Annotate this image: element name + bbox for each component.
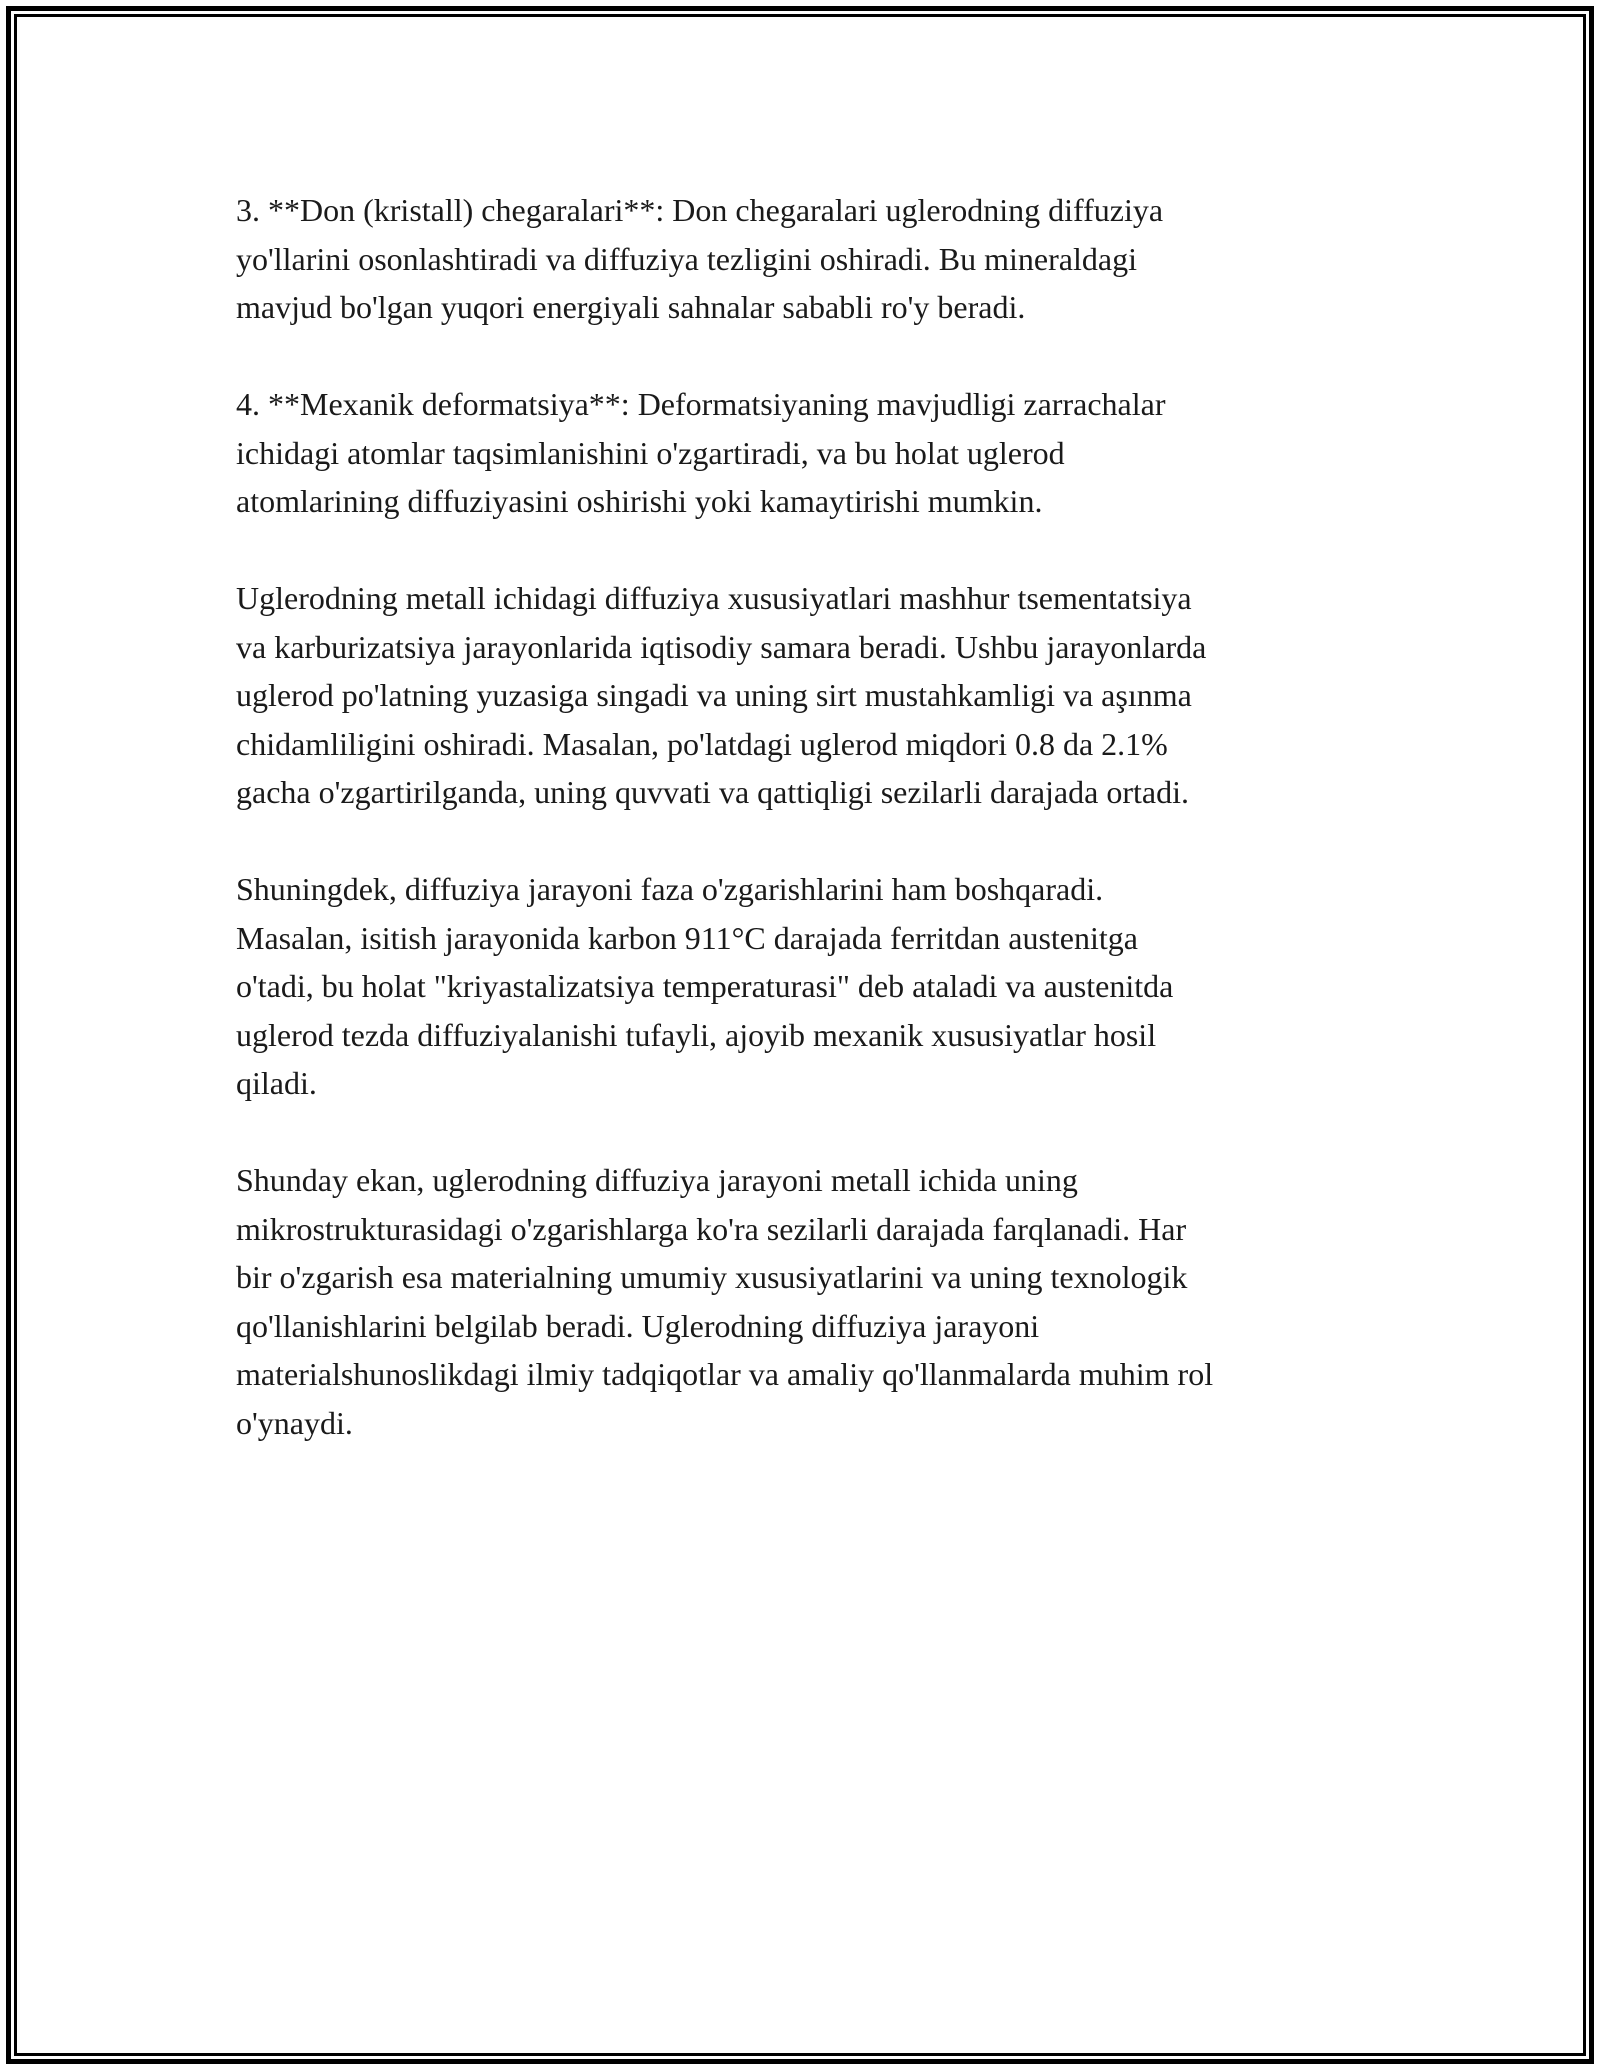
- document-body: [236, 186, 1366, 1447]
- paragraph-grain-boundaries: 3. **Don (kristall) chegaralari**: Don chegaralari uglerodning diffuziya yo'llarini osonlashtiradi va diffuziya tezligini oshiradi. Bu mineraldagi mavjud bo'lgan yuqori energiyali sahnalar sababli ro'y beradi.: [236, 192, 1164, 325]
- paragraph-mechanical-deformation: 4. **Mexanik deformatsiya**: Deformatsiyaning mavjudligi zarrachalar ichidagi atomlar taqsimlanishini o'zgartiradi, va bu holat uglerod atomlarining diffuziyasini oshirishi yoki kamaytirishi mumkin.: [236, 386, 1166, 519]
- paragraph-conclusion: Shunday ekan, uglerodning diffuziya jarayoni metall ichida uning mikrostrukturasidagi o'zgarishlarga ko'ra sezilarli darajada farqlanadi. Har bir o'zgarish esa materialning umumiy xususiyatlarini va uning texnologik qo'llanishlarini belgilab beradi. Uglerodning diffuziya jarayoni materialshunoslikdagi ilmiy tadqiqotlar va amaliy qo'llanmalarda muhim rol o'ynaydi.: [236, 1162, 1214, 1441]
- paragraph-phase-transformation: Shuningdek, diffuziya jarayoni faza o'zgarishlarini ham boshqaradi. Masalan, isitish jarayonida karbon 911°C darajada ferritdan austenitga o'tadi, bu holat "kriyastalizatsiya temperaturasi" deb ataladi va austenitda uglerod tezda diffuziyalanishi tufayli, ajoyib mexanik xususiyatlar hosil qiladi.: [236, 871, 1174, 1101]
- paragraph-carburizing: Uglerodning metall ichidagi diffuziya xususiyatlari mashhur tsementatsiya va karburizatsiya jarayonlarida iqtisodiy samara beradi. Ushbu jarayonlarda uglerod po'latning yuzasiga singadi va uning sirt mustahkamligi va aşınma chidamliligini oshiradi. Masalan, po'latdagi uglerod miqdori 0.8 da 2.1% gacha o'zgartirilganda, uning quvvati va qattiqligi sezilarli darajada ortadi.: [236, 580, 1207, 810]
